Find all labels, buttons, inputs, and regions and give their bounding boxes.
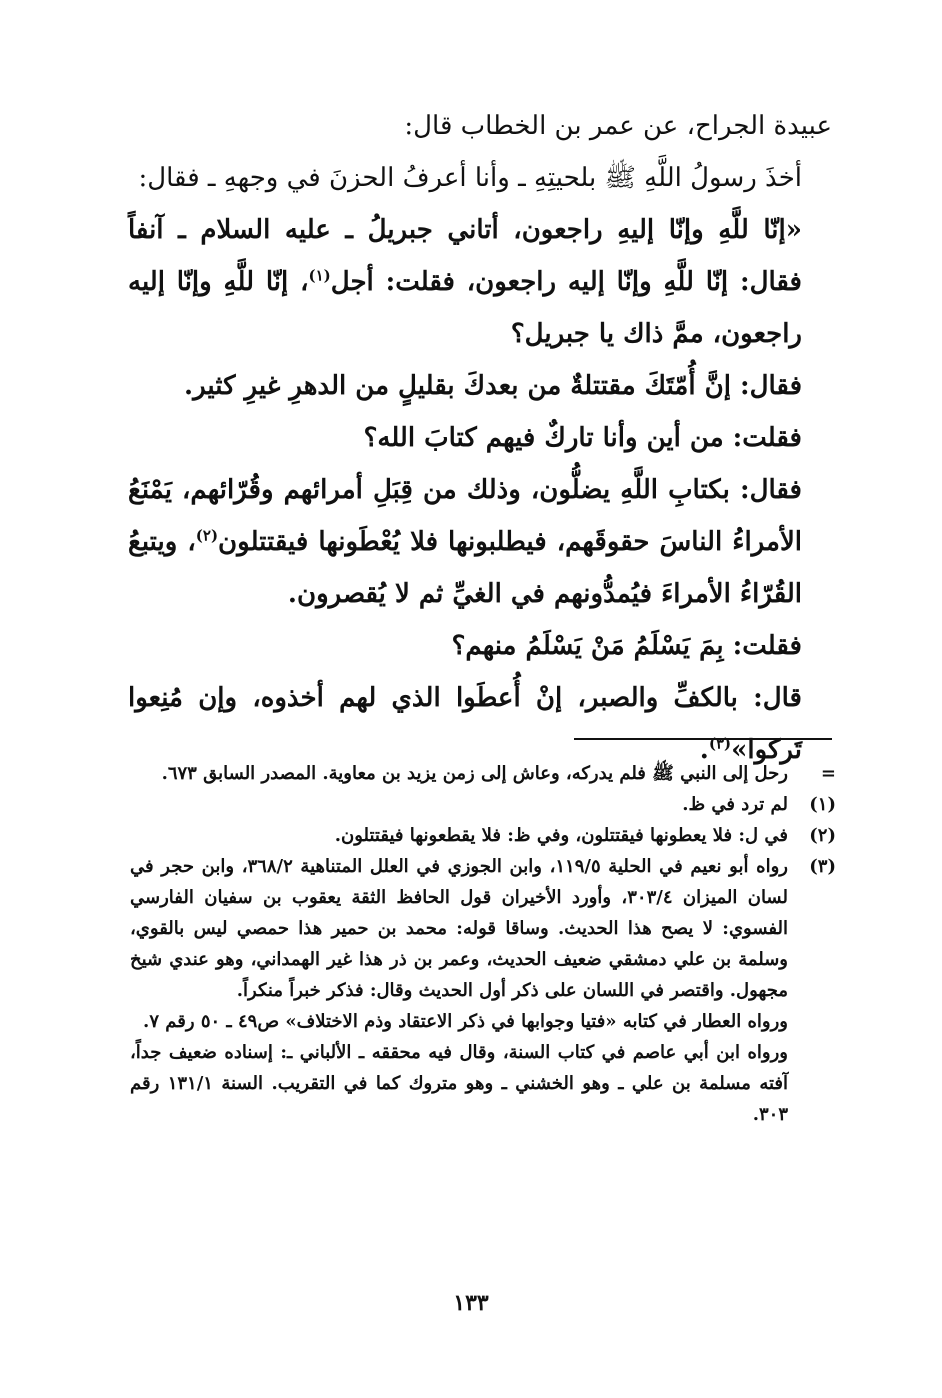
main-text (128, 100, 832, 776)
footnote-marker: (١) (809, 794, 836, 815)
narration-line: أخذَ رسولُ اللَّهِ ﷺ بلحيتِهِ ـ وأنا أعرفُ الحزنَ في وجههِ ـ فقال: (138, 163, 802, 193)
intro-line: عبيدة الجراح، عن عمر بن الخطاب قال: (404, 111, 832, 141)
hadith-paragraph-2: فقال: إنَّ أُمّتَكَ مقتتلةٌ من بعدكَ بقليلٍ من الدهرِ غيرِ كثير. (184, 371, 802, 401)
footnote-3-cont-2 (130, 1037, 836, 1130)
footnote-marker: (٣) (809, 856, 836, 877)
footnote-ref-1[interactable]: (١) (308, 266, 331, 285)
hadith-text: قال: بالكفِّ والصبر، إنْ أُعطَوا الذي لهم أخذوه، وإن مُنِعوا تَركوا» (128, 683, 802, 765)
hadith-text: ، إنّا للَّهِ وإنّا إليه راجعون، ممَّ ذاك يا جبريل؟ (128, 267, 802, 349)
footnote-3-cont-1 (130, 1006, 836, 1037)
footnote-continuation (130, 758, 836, 789)
footnote-marker: (٢) (809, 825, 836, 846)
footnotes (130, 758, 836, 1130)
footnote-ref-2[interactable]: (٢) (195, 526, 219, 545)
footnote-text: لم ترد في ظ. (682, 794, 788, 815)
footnote-text: رواه أبو نعيم في الحلية ١١٩/٥، وابن الجوزي في العلل المتناهية ٣٦٨/٢، وابن حجر في لسان الميزان ٣٠٣/٤، وأورد الأخيران قول الحافظ الثقة يعقوب بن سفيان الفارسي الفسوي: لا يصح هذا الحديث. وساقا قوله: محمد بن حمير هذا حمصي ليس بالقوي، وسلمة بن علي دمشقي ضعيف الحديث، وعمر بن ذر هذا غير الهمداني، وهو عندي شيخ مجهول. واقتصر في اللسان على ذكر أول الحديث وقال: فذكر خبراً منكراً. (130, 856, 788, 1001)
page-number: ١٣٣ (453, 1290, 489, 1316)
hadith-paragraph-4 (128, 464, 832, 620)
hadith-paragraph-5: فقلت: بِمَ يَسْلَمُ مَنْ يَسْلَمُ منهم؟ (451, 631, 802, 661)
footnote-3 (130, 851, 836, 1006)
footnote-text: رحل إلى النبي ﷺ فلم يدركه، وعاش إلى زمن يزيد بن معاوية. المصدر السابق ٦٧٣. (161, 763, 788, 784)
footnote-text: ورواه العطار في كتابه «فتيا وجوابها في ذكر الاعتقاد وذم الاختلاف» ص٤٩ ـ ٥٠ رقم ٧. (143, 1011, 788, 1032)
hadith-text: «إنّا للَّهِ وإنّا إليهِ راجعون، أتاني جبريلُ ـ عليه السلام ـ آنفاً فقال: إنّا للَّهِ وإنّا إليه راجعون، فقلت: أجل (128, 215, 802, 297)
hadith-text: ، ويتبعُ القُرّاءُ الأمراءَ فيُمدُّونهم في الغيِّ ثم لا يُقصرون. (128, 527, 802, 609)
hadith-paragraph-3: فقلت: من أين وأنا تاركٌ فيهم كتابَ الله؟ (363, 423, 802, 453)
footnote-2 (130, 820, 836, 851)
footnote-text: في ل: فلا يعطونها فيقتتلون، وفي ظ: فلا يقطعونها فيقتتلون. (334, 825, 788, 846)
footnote-ref-3[interactable]: (٣) (708, 734, 732, 753)
hadith-paragraph-1 (128, 204, 832, 360)
footnote-divider (574, 738, 832, 740)
hadith-text: فقال: بكتابِ اللَّهِ يضلُّون، وذلك من قِبَلِ أمرائهم وقُرّائهم، يَمْنَعُ الأمراءُ الناسَ حقوقَهم، فيطلبونها فلا يُعْطَونها فيقتتلون (128, 475, 802, 557)
footnote-text: ورواه ابن أبي عاصم في كتاب السنة، وقال فيه محققه ـ الألباني ـ: إسناده ضعيف جداً، آفته مسلمة بن علي ـ وهو الخشني ـ وهو متروك كما في التقريب. السنة ١٣١/١ رقم ٣٠٣. (130, 1042, 789, 1125)
hadith-text: . (699, 735, 709, 765)
footnote-1 (130, 789, 836, 820)
footnote-marker: = (820, 763, 836, 784)
